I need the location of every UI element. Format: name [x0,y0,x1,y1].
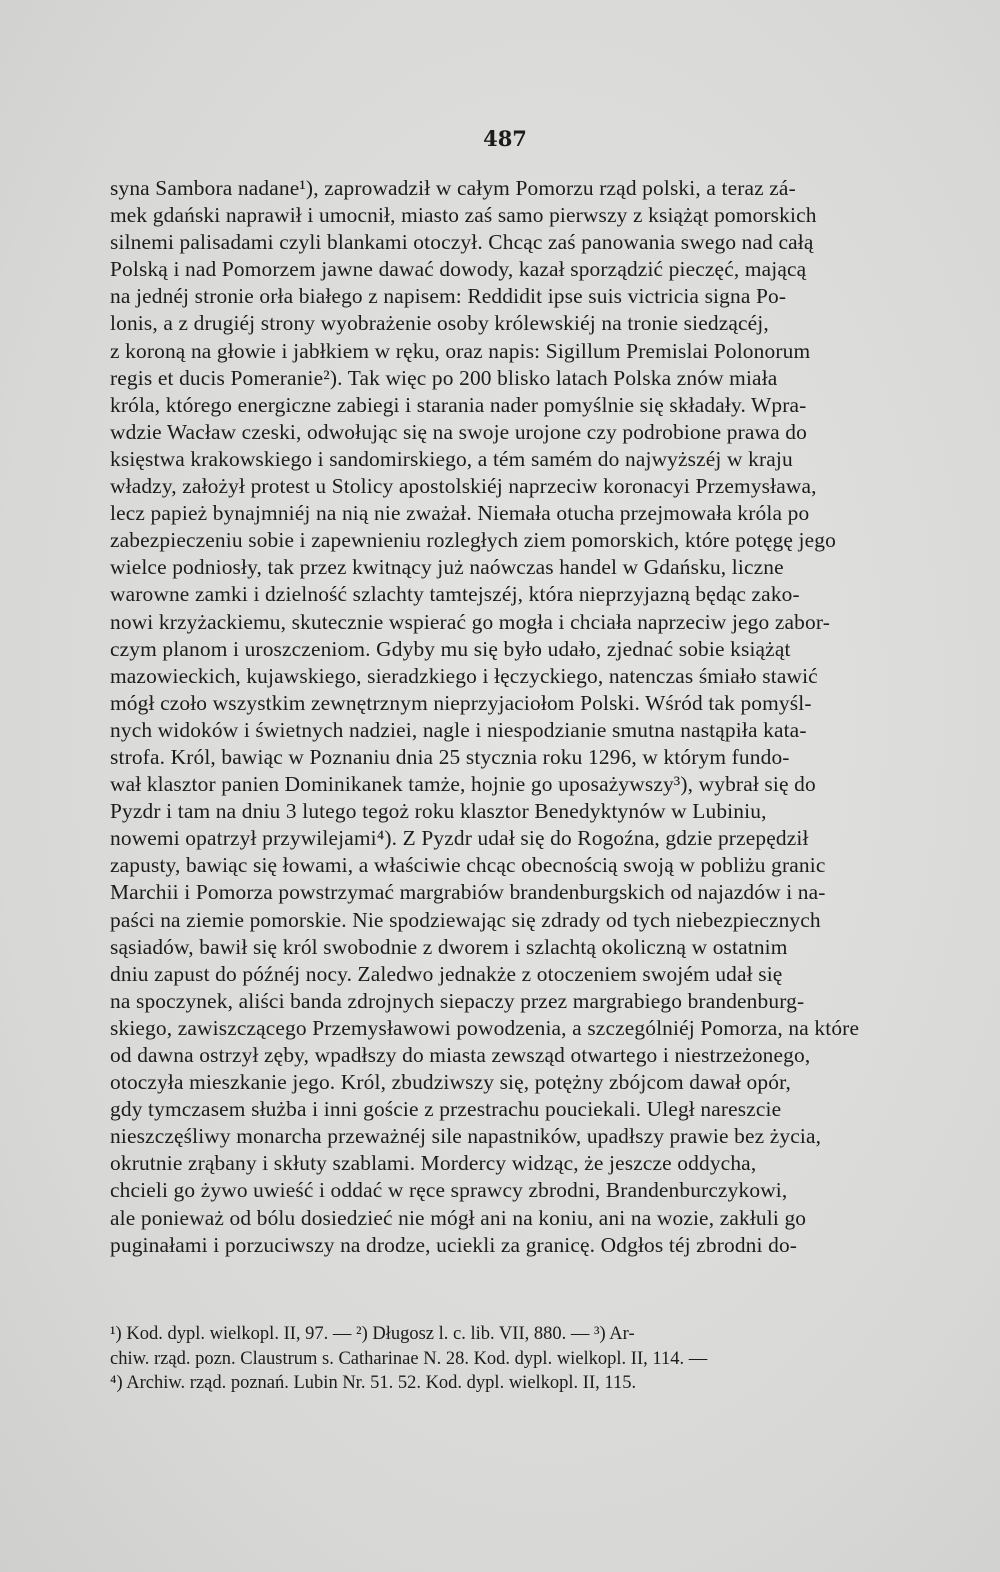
text-line: Marchii i Pomorza powstrzymać margrabiów brandenburgskich od najazdów i na- [110,880,826,905]
text-line: Polską i nad Pomorzem jawne dawać dowody, kazał sporządzić pieczęć, mającą [110,257,807,282]
text-line: czym planom i uroszczeniom. Gdyby mu się było udało, zjednać sobie książąt [110,636,791,661]
text-line: mógł czoło wszystkim zewnętrznym nieprzyjaciołom Polski. Wśród tak pomyśl- [110,690,812,715]
text-line: od dawna ostrzył zęby, wpadłszy do miasta zewsząd otwartego i niestrzeżonego, [110,1043,811,1067]
footnote-line: ¹) Kod. dypl. wielkopl. II, 97. — ²) Długosz l. c. lib. VII, 880. — ³) Ar- [110,1324,635,1344]
text-line: wdzie Wacław czeski, odwołując się na swoje urojone czy podrobione prawa do [110,419,807,444]
text-line: gdy tymczasem służba i inni goście z przestrachu pouciekali. Uległ nareszcie [110,1097,782,1122]
text-line: skiego, zawiszczącego Przemysławowi powodzenia, a szczególniéj Pomorza, na które [110,1015,860,1040]
text-line: zapusty, bawiąc się łowami, a właściwie chcąc obecnością swoją w pobliżu granic [110,853,826,878]
text-line: syna Sambora nadane¹), zaprowadził w całym Pomorzu rząd polski, a teraz zá- [110,176,796,200]
text-line: warowne zamki i dzielność szlachty tamtejszéj, która nieprzyjazną będąc zako- [110,582,800,607]
text-line: mek gdański naprawił i umocnił, miasto zaś samo pierwszy z książąt pomorskich [110,203,817,228]
text-line: strofa. Król, bawiąc w Poznaniu dnia 25 stycznia roku 1296, w którym fundo- [110,744,790,769]
text-line: regis et ducis Pomeranie²). Tak więc po 200 blisko latach Polska znów miała [110,365,778,390]
text-line: mazowieckich, kujawskiego, sieradzkiego i łęczyckiego, natenczas śmiało stawić [110,663,818,688]
text-line: władzy, założył protest u Stolicy apostolskiéj naprzeciw koronacyi Przemysława, [110,474,817,499]
text-line: nowi krzyżackiemu, skutecznie wspierać go mogła i chciała naprzeciw jego zabor- [110,609,830,634]
text-line: lecz papież bynajmniéj na nią nie zważał. Niemała otucha przejmowała króla po [110,501,810,526]
footnote-line: ⁴) Archiw. rząd. poznań. Lubin Nr. 51. 52. Kod. dypl. wielkopl. II, 115. [110,1373,637,1393]
text-line: paści na ziemie pomorskie. Nie spodziewając się zdrady od tych niebezpiecznych [110,907,821,932]
footnotes [110,1322,920,1396]
text-line: na spoczynek, aliści banda zdrojnych siepaczy przez margrabiego brandenburg- [110,988,805,1013]
text-line: wał klasztor panien Dominikanek tamże, hojnie go uposażywszy³), wybrał się do [110,772,816,797]
text-line: nowemi opatrzył przywilejami⁴). Z Pyzdr udał się do Rogoźna, gdzie przepędził [110,826,809,851]
text-line: wielce podniosły, tak przez kwitnący już naówczas handel w Gdańsku, liczne [110,555,784,580]
text-line: na jednéj stronie orła białego z napisem: Reddidit ipse suis victricia signa Po- [110,284,787,309]
text-line: nych widoków i świetnych nadziei, nagle i niespodzianie smutna nastąpiła kata- [110,717,807,742]
text-line: chcieli go żywo uwieść i oddać w ręce sprawcy zbrodni, Brandenburczykowi, [110,1178,788,1203]
text-line: ale ponieważ od bólu dosiedzieć nie mógł ani na koniu, ani na wozie, zakłuli go [110,1205,807,1230]
body-text [110,175,920,1259]
text-line: księstwa krakowskiego i sandomirskiego, a tém samém do najwyższéj w kraju [110,446,793,471]
text-line: nieszczęśliwy monarcha przeważnéj sile napastników, upadłszy prawie bez życia, [110,1124,822,1149]
text-line: okrutnie zrąbany i skłuty szablami. Mordercy widząc, że jeszcze oddycha, [110,1151,757,1176]
text-line: otoczyła mieszkanie jego. Król, zbudziwszy się, potężny zbójcom dawał opór, [110,1070,792,1095]
footnote-line: chiw. rząd. pozn. Claustrum s. Catharinae N. 28. Kod. dypl. wielkopl. II, 114. — [110,1348,708,1369]
text-line: puginałami i porzuciwszy na drodze, uciekli za granicę. Odgłos téj zbrodni do- [110,1232,798,1257]
text-line: Pyzdr i tam na dniu 3 lutego tegoż roku klasztor Benedyktynów w Lubiniu, [110,799,767,824]
text-line: z koroną na głowie i jabłkiem w ręku, oraz napis: Sigillum Premislai Polonorum [110,338,811,363]
text-line: sąsiadów, bawił się król swobodnie z dworem i szlachtą okoliczną w ostatnim [110,934,788,959]
text-line: dniu zapust do późnéj nocy. Zaledwo jednakże z otoczeniem swojém udał się [110,961,783,986]
text-line: silnemi palisadami czyli blankami otoczył. Chcąc zaś panowania swego nad całą [110,230,814,255]
text-line: lonis, a z drugiéj strony wyobrażenie osoby królewskiéj na tronie siedzącéj, [110,311,769,336]
page-number: 487 [483,126,527,151]
text-line: króla, którego energiczne zabiegi i starania nader pomyślnie się składały. Wpra- [110,392,807,417]
text-line: zabezpieczeniu sobie i zapewnieniu rozległych ziem pomorskich, które potęgę jego [110,528,836,553]
